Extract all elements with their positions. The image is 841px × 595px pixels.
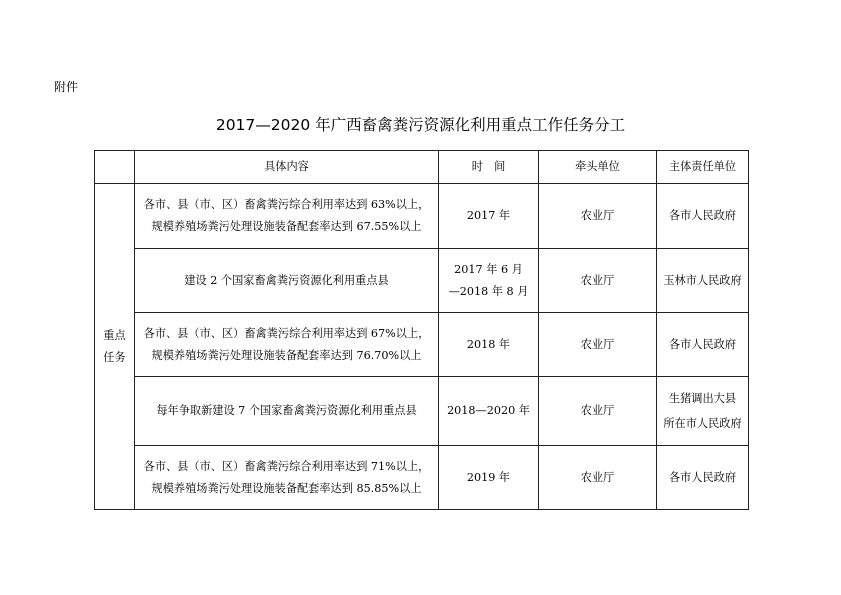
content-line: 规模养殖场粪污处理设施装备配套率达到 67.55%以上	[151, 220, 422, 233]
header-time: 时 间	[439, 151, 539, 184]
content-cell	[135, 446, 439, 510]
lead-cell: 农业厅	[539, 184, 657, 249]
content-line: 规模养殖场粪污处理设施装备配套率达到 85.85%以上	[151, 481, 422, 495]
responsible-cell	[657, 184, 749, 249]
content-line: 各市、县（市、区）畜禽粪污综合利用率达到 71%以上，	[143, 459, 430, 473]
responsible-line: 所在市人民政府	[663, 417, 742, 430]
time-line: 2017 年	[466, 209, 511, 222]
responsible-line: 各市人民政府	[668, 470, 737, 484]
attachment-label: 附件	[54, 80, 79, 94]
time-line: —2018 年 8 月	[448, 284, 529, 298]
table-row	[95, 249, 749, 313]
time-line: 2019 年	[466, 470, 511, 484]
content-cell	[135, 249, 439, 313]
responsible-line: 各市人民政府	[668, 337, 737, 351]
lead-cell: 农业厅	[539, 249, 657, 313]
time-line: 2018 年	[466, 337, 511, 351]
time-line: 2018—2020 年	[447, 404, 530, 417]
time-cell	[439, 313, 539, 377]
header-content: 具体内容	[135, 151, 439, 184]
content-cell	[135, 313, 439, 377]
table-row	[95, 184, 749, 249]
table-row	[95, 446, 749, 510]
responsible-cell	[657, 313, 749, 377]
category-line: 重点	[103, 328, 126, 342]
table-row	[95, 313, 749, 377]
lead-cell: 农业厅	[539, 377, 657, 446]
responsible-cell	[657, 446, 749, 510]
responsible-line: 玉林市人民政府	[663, 273, 742, 287]
content-line: 每年争取新建设 7 个国家畜禽粪污资源化利用重点县	[156, 404, 417, 417]
table-row	[95, 377, 749, 446]
table-header-row	[95, 151, 749, 184]
category-line: 任务	[103, 350, 126, 364]
task-table	[94, 150, 749, 510]
content-line: 建设 2 个国家畜禽粪污资源化利用重点县	[184, 273, 389, 287]
time-cell	[439, 249, 539, 313]
content-cell	[135, 184, 439, 249]
content-cell	[135, 377, 439, 446]
header-category	[95, 151, 135, 184]
responsible-line: 各市人民政府	[668, 209, 737, 222]
content-line: 各市、县（市、区）畜禽粪污综合利用率达到 63%以上，	[143, 198, 430, 211]
time-line: 2017 年 6 月	[454, 262, 523, 276]
lead-cell: 农业厅	[539, 446, 657, 510]
content-line: 规模养殖场粪污处理设施装备配套率达到 76.70%以上	[151, 348, 422, 362]
time-cell	[439, 377, 539, 446]
content-line: 各市、县（市、区）畜禽粪污综合利用率达到 67%以上，	[143, 326, 430, 340]
responsible-cell	[657, 377, 749, 446]
header-lead: 牵头单位	[539, 151, 657, 184]
document-title: 2017—2020 年广西畜禽粪污资源化利用重点工作任务分工	[215, 116, 626, 134]
category-cell	[95, 184, 135, 510]
lead-cell: 农业厅	[539, 313, 657, 377]
responsible-line: 生猪调出大县	[668, 392, 737, 405]
time-cell	[439, 184, 539, 249]
time-cell	[439, 446, 539, 510]
responsible-cell	[657, 249, 749, 313]
header-responsible: 主体责任单位	[657, 151, 749, 184]
